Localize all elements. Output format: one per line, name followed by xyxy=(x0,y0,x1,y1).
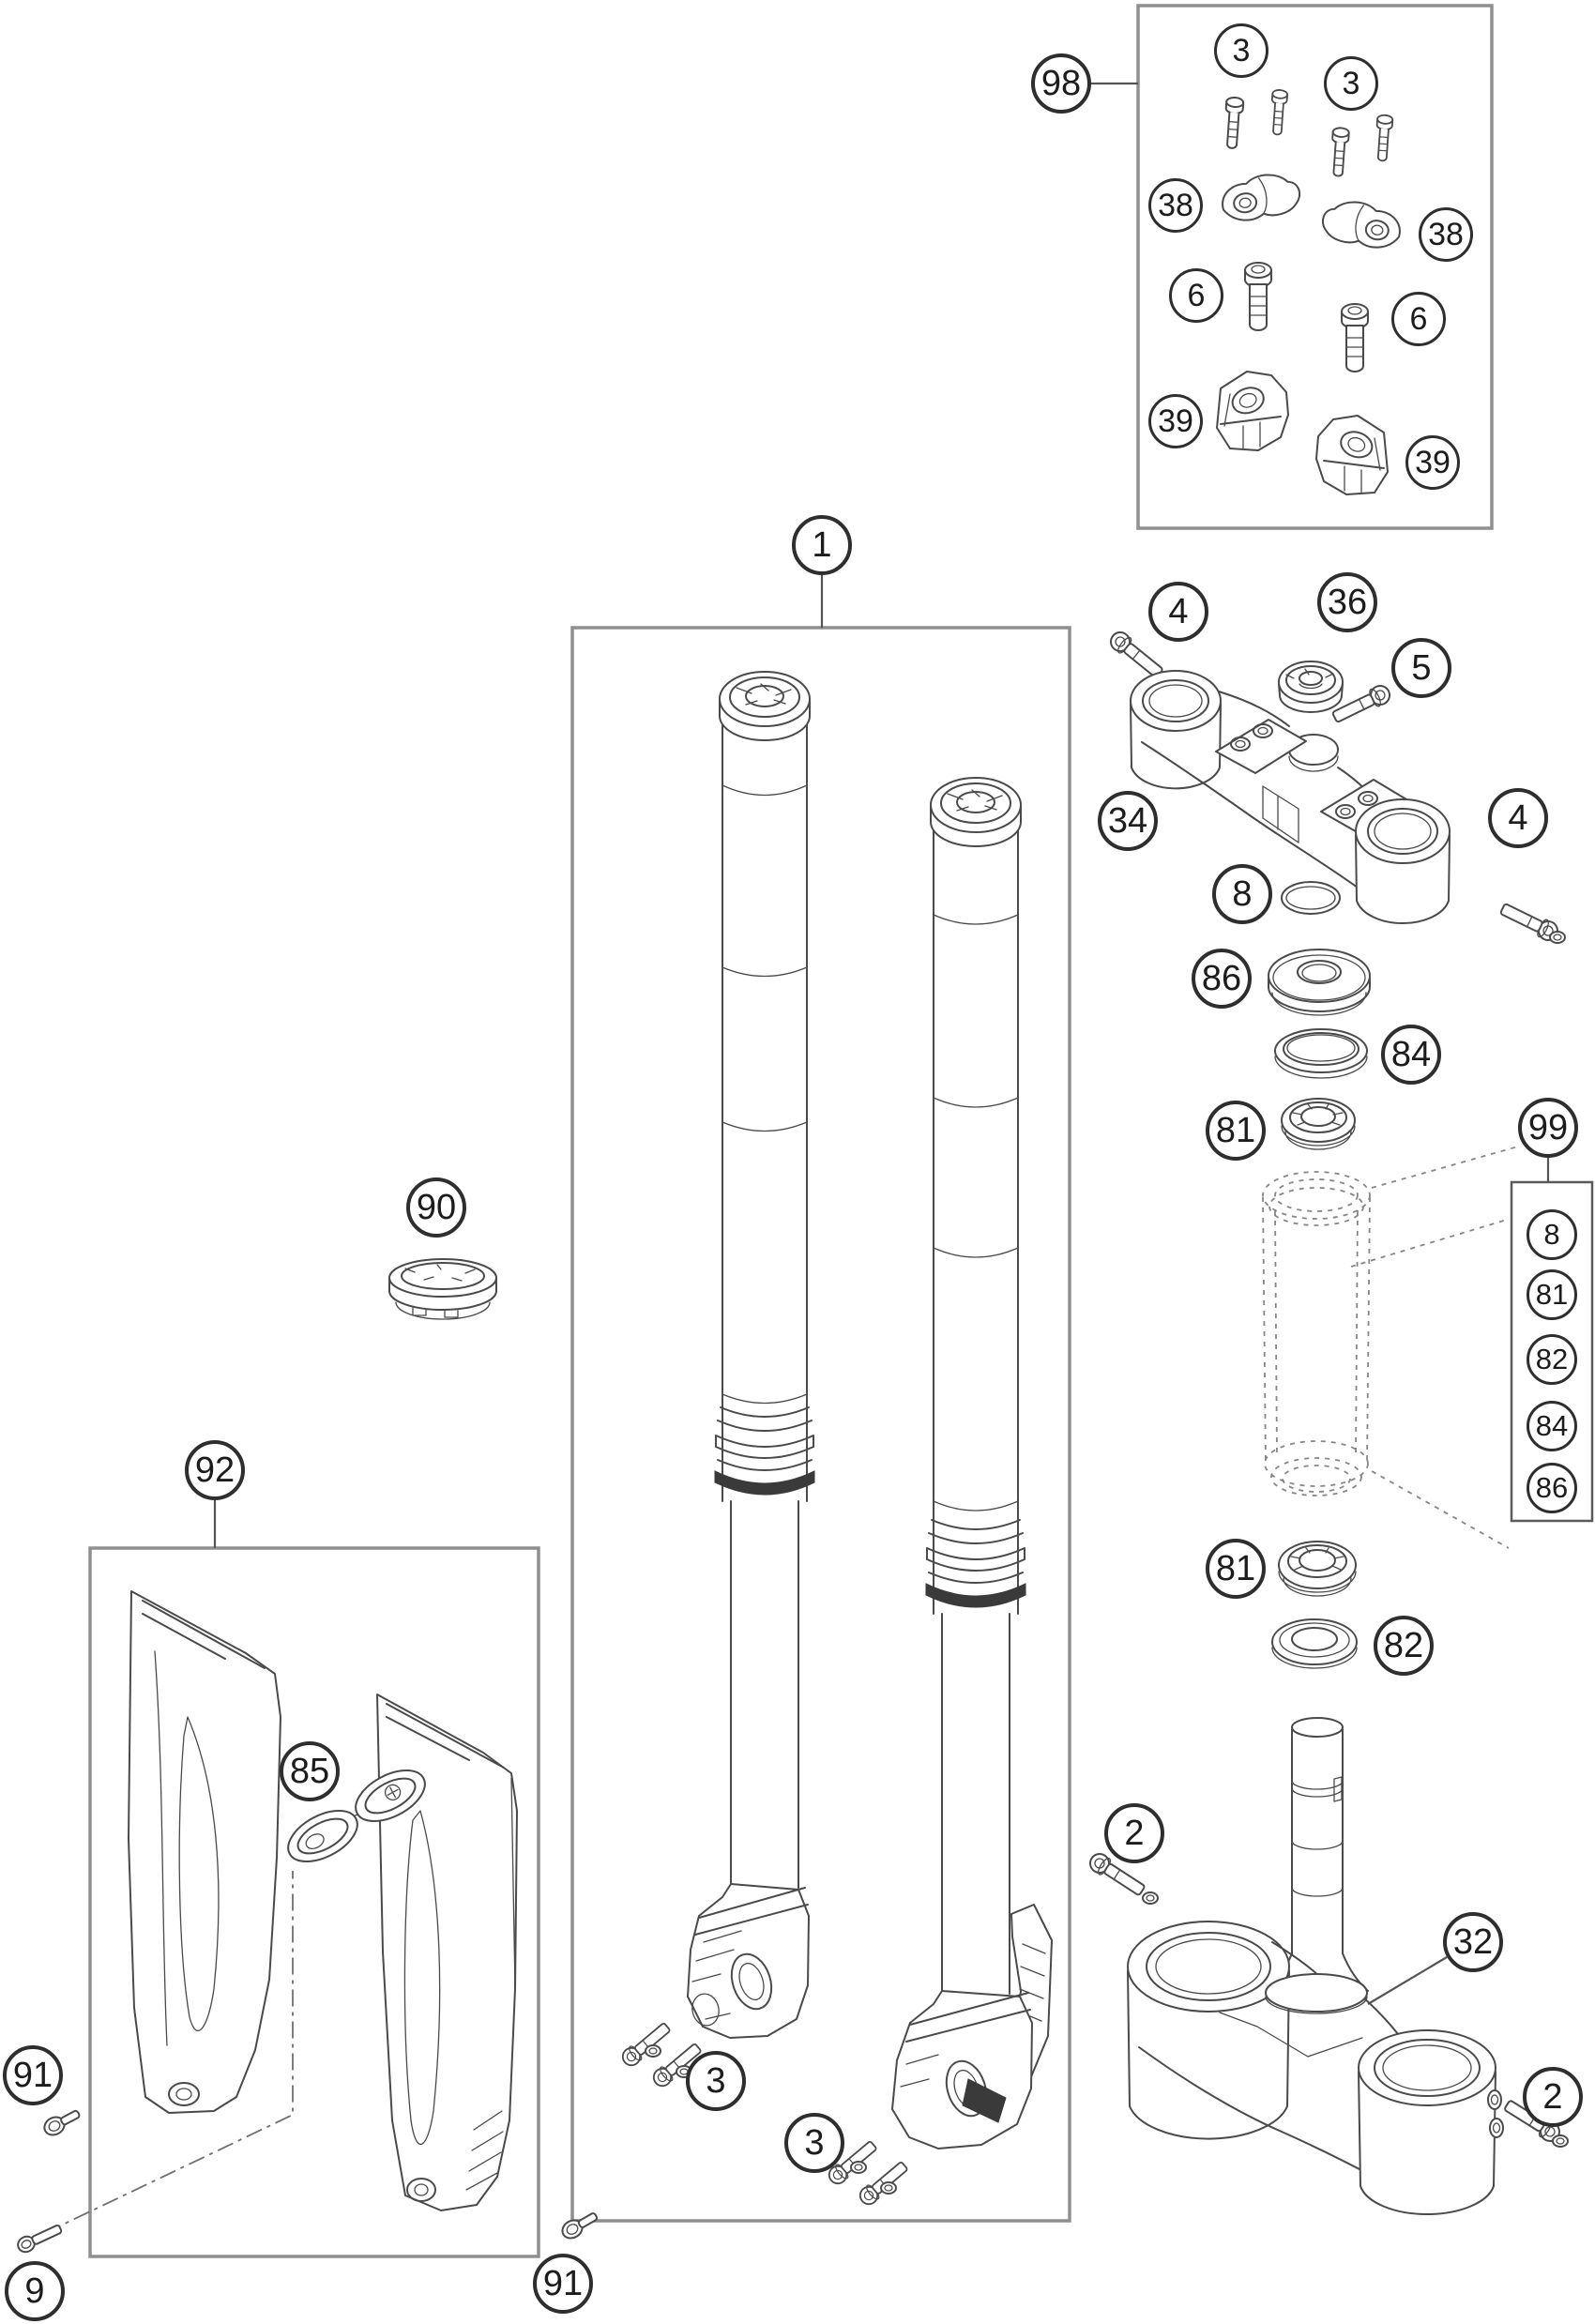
callout-81-upper: 81 xyxy=(1206,1101,1266,1161)
callout-38-a: 38 xyxy=(1148,178,1203,233)
callout-1: 1 xyxy=(792,515,852,575)
callout-92: 92 xyxy=(185,1440,245,1500)
callout-91-bottom: 91 xyxy=(533,2254,593,2314)
callout-4-right: 4 xyxy=(1488,788,1548,848)
callout-kit-82: 82 xyxy=(1527,1334,1577,1385)
steering-head-cap-36 xyxy=(1279,661,1343,712)
handlebar-support-right xyxy=(1316,416,1388,494)
handlebar-clamp-upper-left xyxy=(1220,171,1302,223)
washer-2-left xyxy=(1143,1892,1158,1904)
ring-84 xyxy=(1275,1029,1367,1078)
box-1-fork-assembly xyxy=(572,628,1070,2221)
fork-foot-screws xyxy=(619,2020,910,2208)
collar-screw-6-left xyxy=(1245,263,1271,330)
fork-foot-left xyxy=(688,1884,809,2038)
callout-36: 36 xyxy=(1317,572,1377,632)
callout-84: 84 xyxy=(1381,1025,1441,1085)
bearing-81-upper xyxy=(1282,1099,1355,1149)
callout-34: 34 xyxy=(1098,791,1158,851)
callout-5: 5 xyxy=(1391,638,1451,698)
screw-3-b2 xyxy=(1375,114,1393,161)
bearing-81-lower xyxy=(1279,1542,1356,1596)
callout-91-left: 91 xyxy=(3,2045,63,2105)
handlebar-support-left xyxy=(1217,372,1288,450)
callout-39-a: 39 xyxy=(1148,394,1203,448)
handlebar-clamp-upper-right xyxy=(1320,198,1403,251)
callout-3-a: 3 xyxy=(1214,23,1268,78)
fork-foot-right xyxy=(892,1905,1052,2149)
callout-82: 82 xyxy=(1374,1616,1434,1676)
callout-32: 32 xyxy=(1443,1912,1503,1972)
callout-2-left: 2 xyxy=(1104,1803,1164,1863)
o-ring-8 xyxy=(1282,882,1340,914)
callout-81-lower: 81 xyxy=(1206,1539,1266,1599)
screw-3-b1 xyxy=(1329,128,1349,176)
callout-6-b: 6 xyxy=(1391,292,1446,346)
handlebar-clamp-kit-parts xyxy=(1217,89,1403,494)
fork-leg-left xyxy=(715,672,814,1888)
callout-39-b: 39 xyxy=(1405,435,1460,490)
fork-leg-right xyxy=(926,778,1025,1994)
screw-91-left xyxy=(41,2105,83,2138)
screw-4-right xyxy=(1498,900,1565,943)
callout-90: 90 xyxy=(406,1177,466,1238)
callout-3-d: 3 xyxy=(784,2113,844,2173)
callout-8: 8 xyxy=(1212,864,1272,924)
callout-kit-8: 8 xyxy=(1527,1209,1577,1260)
screw-91-bottom xyxy=(559,2209,600,2242)
screw-3-a1 xyxy=(1223,97,1244,148)
callout-98: 98 xyxy=(1031,53,1091,114)
seal-ring-82 xyxy=(1272,1619,1357,1668)
callout-4-left: 4 xyxy=(1148,582,1208,642)
bottom-triple-clamp xyxy=(1128,1718,1503,2214)
callout-2-right: 2 xyxy=(1523,2067,1583,2127)
callout-3-b: 3 xyxy=(1324,56,1378,111)
callout-kit-86: 86 xyxy=(1527,1463,1577,1513)
bearing-cover-86 xyxy=(1268,949,1370,1015)
callout-3-c: 3 xyxy=(686,2051,746,2111)
screw-9 xyxy=(15,2222,63,2255)
screw-3-a2 xyxy=(1269,89,1287,135)
callout-86: 86 xyxy=(1192,949,1252,1009)
group-boxes xyxy=(90,6,1592,2256)
callout-85: 85 xyxy=(280,1741,340,1801)
callout-kit-81: 81 xyxy=(1527,1269,1577,1320)
adjusting-ring-90 xyxy=(389,1259,496,1319)
callout-38-b: 38 xyxy=(1419,207,1473,262)
collar-screw-6-right xyxy=(1342,304,1368,372)
callout-9: 9 xyxy=(5,2261,65,2321)
steering-head-tube-dashed xyxy=(1263,1147,1518,1548)
callout-6-a: 6 xyxy=(1169,268,1223,323)
fork-protector-left xyxy=(129,1591,281,2113)
callout-99: 99 xyxy=(1518,1098,1578,1158)
callout-kit-84: 84 xyxy=(1527,1401,1577,1451)
